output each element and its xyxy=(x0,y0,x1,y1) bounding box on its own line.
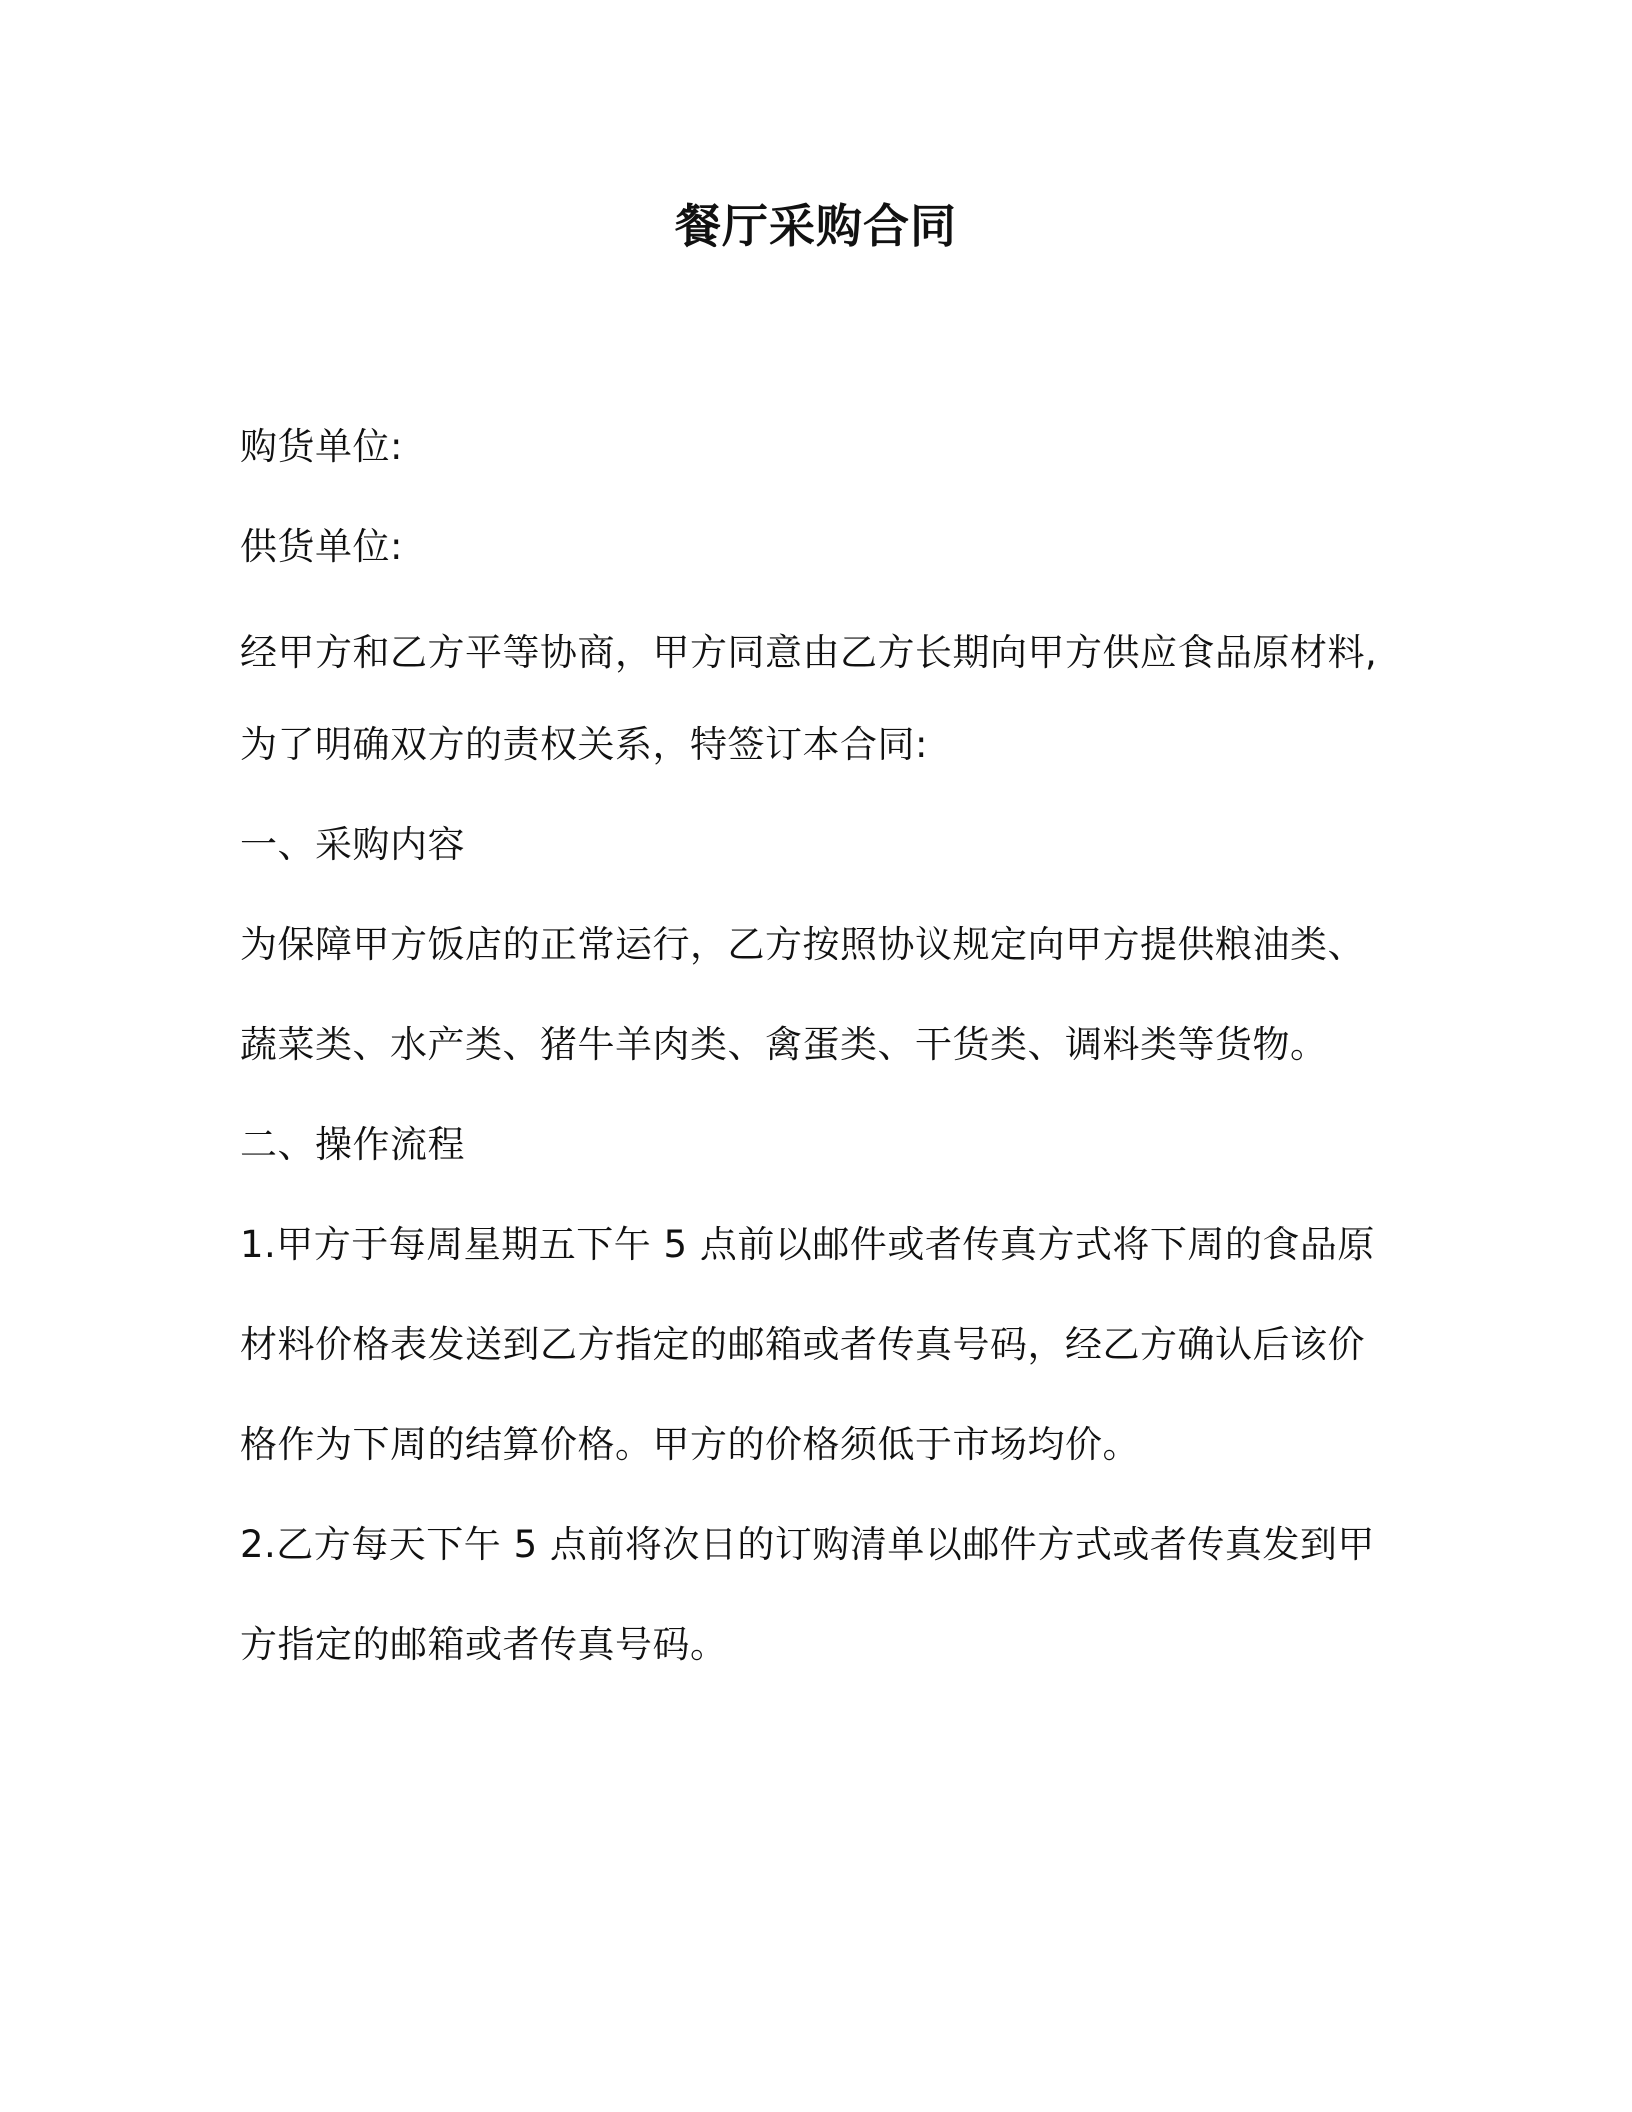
paragraph-line: 1.甲方于每周星期五下午 5 点前以邮件或者传真方式将下周的食品原 xyxy=(240,1223,1375,1266)
section-heading-purchase-content: 一、采购内容 xyxy=(240,823,465,866)
supplier-line: 供货单位: xyxy=(240,525,403,568)
document-title: 餐厅采购合同 xyxy=(675,199,957,253)
paragraph-line: 经甲方和乙方平等协商，甲方同意由乙方长期向甲方供应食品原材料, xyxy=(240,631,1378,674)
paragraph-line: 格作为下周的结算价格。甲方的价格须低于市场均价。 xyxy=(240,1423,1140,1466)
paragraph-line: 方指定的邮箱或者传真号码。 xyxy=(240,1623,728,1666)
paragraph-line: 材料价格表发送到乙方指定的邮箱或者传真号码，经乙方确认后该价 xyxy=(240,1323,1365,1366)
paragraph-line: 蔬菜类、水产类、猪牛羊肉类、禽蛋类、干货类、调料类等货物。 xyxy=(240,1023,1328,1066)
paragraph-line: 为了明确双方的责权关系，特签订本合同: xyxy=(240,723,928,766)
buyer-line: 购货单位: xyxy=(240,425,403,468)
paragraph-line: 为保障甲方饭店的正常运行，乙方按照协议规定向甲方提供粮油类、 xyxy=(240,923,1365,966)
paragraph-line: 2.乙方每天下午 5 点前将次日的订购清单以邮件方式或者传真发到甲 xyxy=(240,1523,1375,1566)
section-heading-operation-process: 二、操作流程 xyxy=(240,1123,465,1166)
